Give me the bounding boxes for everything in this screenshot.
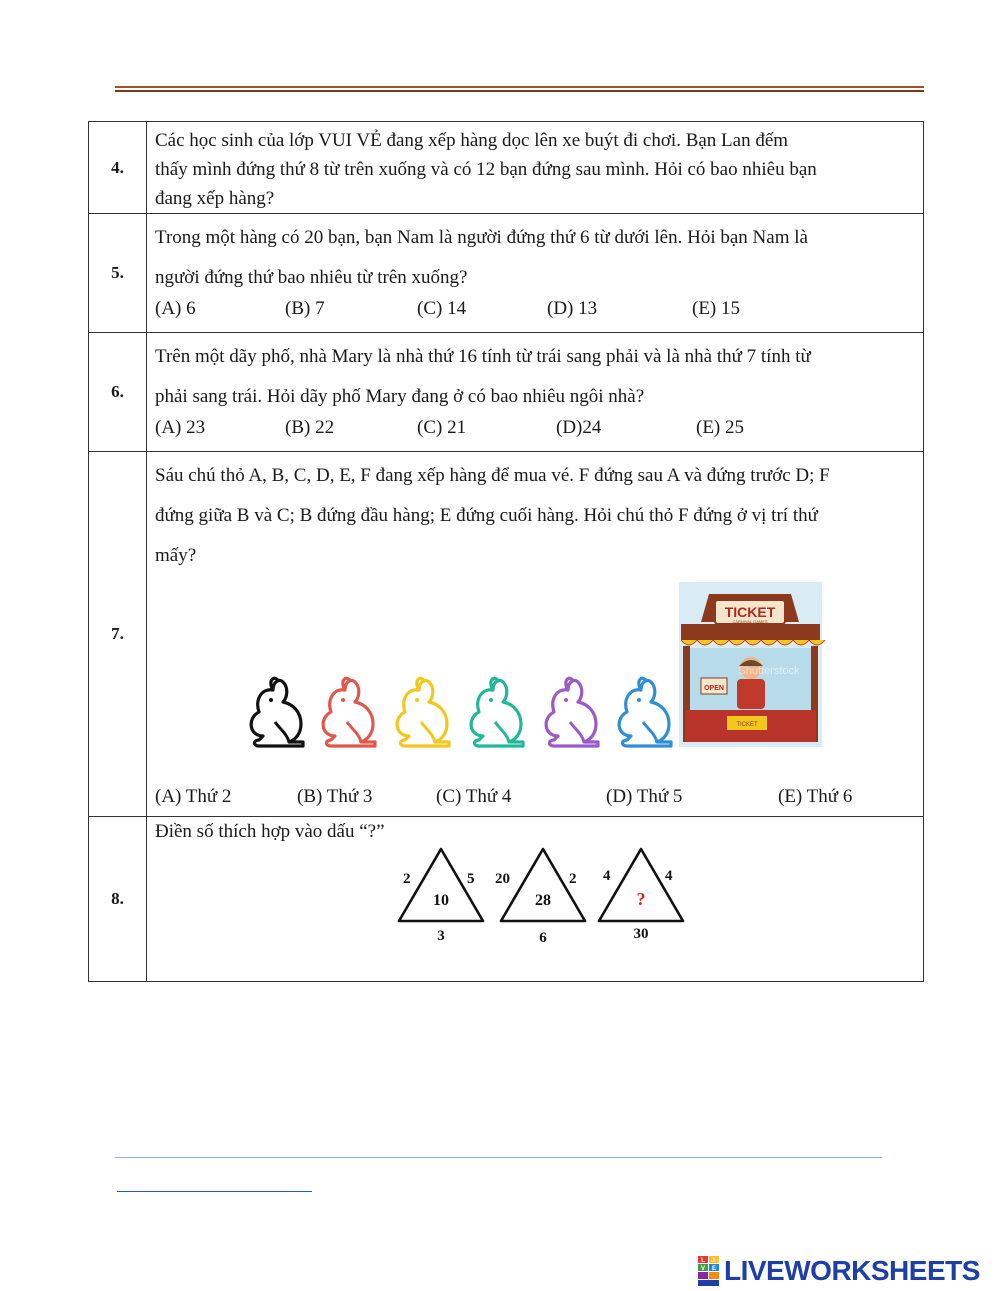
question-number: 6.: [89, 333, 147, 452]
rabbit-icon: [251, 678, 303, 746]
triangle-right-number: 5: [467, 871, 475, 887]
booth-open-sign: OPEN: [704, 685, 724, 692]
question-number: 7.: [89, 452, 147, 817]
rabbits-queue-figure: [155, 576, 915, 786]
answer-option[interactable]: (B) 22: [285, 417, 335, 438]
rabbit-icon: [323, 678, 375, 746]
answer-option[interactable]: (A) 23: [155, 417, 206, 438]
answer-option[interactable]: (E) Thứ 6: [778, 786, 853, 807]
number-triangles-puzzle: [155, 843, 915, 973]
question-text-line: phải sang trái. Hỏi dãy phố Mary đang ở có bao nhiêu ngôi nhà?: [155, 386, 645, 407]
triangle-center-number: 10: [433, 892, 449, 909]
rabbit-icon: [619, 678, 671, 746]
logo-text: LIVEWORKSHEETS: [724, 1255, 980, 1286]
triangle-question-mark: ?: [636, 889, 646, 909]
svg-text:V: V: [700, 1266, 706, 1272]
triangle-puzzle: [495, 849, 585, 946]
question-row: [89, 122, 924, 214]
question-text-line: Sáu chú thỏ A, B, C, D, E, F đang xếp hàng để mua vé. F đứng sau A và đứng trước D; F: [155, 465, 830, 486]
answer-option[interactable]: (A) 6: [155, 298, 196, 319]
logo-blocks-icon: [698, 1256, 720, 1286]
answer-options: [155, 786, 915, 816]
answer-option[interactable]: (D) Thứ 5: [606, 786, 683, 807]
answer-options: [155, 298, 915, 328]
question-number: 5.: [89, 214, 147, 333]
answer-option[interactable]: (D)24: [556, 417, 602, 438]
triangle-right-number: 4: [665, 868, 673, 884]
triangle-puzzle: [599, 849, 683, 942]
rabbits-queue-illustration: [155, 576, 925, 786]
triangle-bottom-number: 30: [633, 926, 649, 942]
question-text-line: đang xếp hàng?: [155, 188, 275, 209]
question-number: 4.: [89, 122, 147, 214]
booth-sign-sub: CARNIVAL GAMES: [732, 619, 768, 624]
question-row: [89, 817, 924, 982]
answer-options: [155, 417, 915, 447]
answer-option[interactable]: (C) 14: [417, 298, 467, 319]
rabbit-icon: [471, 678, 523, 746]
rabbit-icon: [397, 678, 449, 746]
question-text-line: Trên một dãy phố, nhà Mary là nhà thứ 16 tính từ trái sang phải và là nhà thứ 7 tính từ: [155, 346, 811, 367]
question-text-line: Các học sinh của lớp VUI VẺ đang xếp hàng dọc lên xe buýt đi chơi. Bạn Lan đếm: [155, 130, 789, 151]
question-body: [147, 452, 924, 817]
triangle-left-number: 20: [495, 871, 510, 887]
header-rule: [115, 86, 924, 92]
question-body: [147, 214, 924, 333]
triangle-puzzle: [399, 849, 483, 944]
booth-sign: TICKET: [724, 604, 776, 620]
answer-option[interactable]: (C) 21: [417, 417, 467, 438]
triangle-left-number: 2: [403, 871, 411, 887]
rabbit-icon: [546, 678, 598, 746]
triangle-bottom-number: 3: [437, 928, 445, 944]
question-text-line: Điền số thích hợp vào dấu “?”: [155, 821, 385, 842]
answer-option[interactable]: (B) 7: [285, 298, 325, 319]
booth-ticket-label: TICKET: [736, 722, 758, 728]
question-body: [147, 817, 924, 982]
footer-rule: [115, 1157, 882, 1158]
triangle-center-number: 28: [535, 892, 551, 909]
question-row: [89, 452, 924, 817]
answer-option[interactable]: (E) 25: [696, 417, 745, 438]
footer-short-rule: [117, 1191, 312, 1192]
liveworksheets-logo: [698, 1255, 980, 1287]
question-row: [89, 333, 924, 452]
question-text-line: Trong một hàng có 20 bạn, bạn Nam là người đứng thứ 6 từ dưới lên. Hỏi bạn Nam là: [155, 227, 808, 248]
ticket-booth-illustration: [679, 582, 825, 747]
question-text-line: thấy mình đứng thứ 8 từ trên xuống và có 12 bạn đứng sau mình. Hỏi có bao nhiêu bạn: [155, 159, 817, 180]
questions-table: [88, 121, 924, 982]
question-body: [147, 122, 924, 214]
svg-text:I: I: [713, 1258, 715, 1264]
answer-option[interactable]: (E) 15: [692, 298, 741, 319]
triangle-right-number: 2: [569, 871, 577, 887]
image-watermark: Shutterstock: [738, 665, 800, 677]
question-body: [147, 333, 924, 452]
triangles-figure: [155, 843, 925, 973]
question-row: [89, 214, 924, 333]
answer-option[interactable]: (B) Thứ 3: [297, 786, 373, 807]
answer-option[interactable]: (A) Thứ 2: [155, 786, 232, 807]
question-text-line: đứng giữa B và C; B đứng đầu hàng; E đứng cuối hàng. Hỏi chú thỏ F đứng ở vị trí thứ: [155, 505, 818, 526]
answer-option[interactable]: (C) Thứ 4: [436, 786, 512, 807]
question-text-line: người đứng thứ bao nhiêu từ trên xuống?: [155, 267, 468, 288]
answer-option[interactable]: (D) 13: [547, 298, 598, 319]
question-number: 8.: [89, 817, 147, 982]
triangle-bottom-number: 6: [539, 930, 547, 946]
svg-text:E: E: [711, 1266, 717, 1272]
svg-text:L: L: [701, 1258, 705, 1264]
question-text-line: mấy?: [155, 545, 197, 566]
triangle-left-number: 4: [603, 868, 611, 884]
